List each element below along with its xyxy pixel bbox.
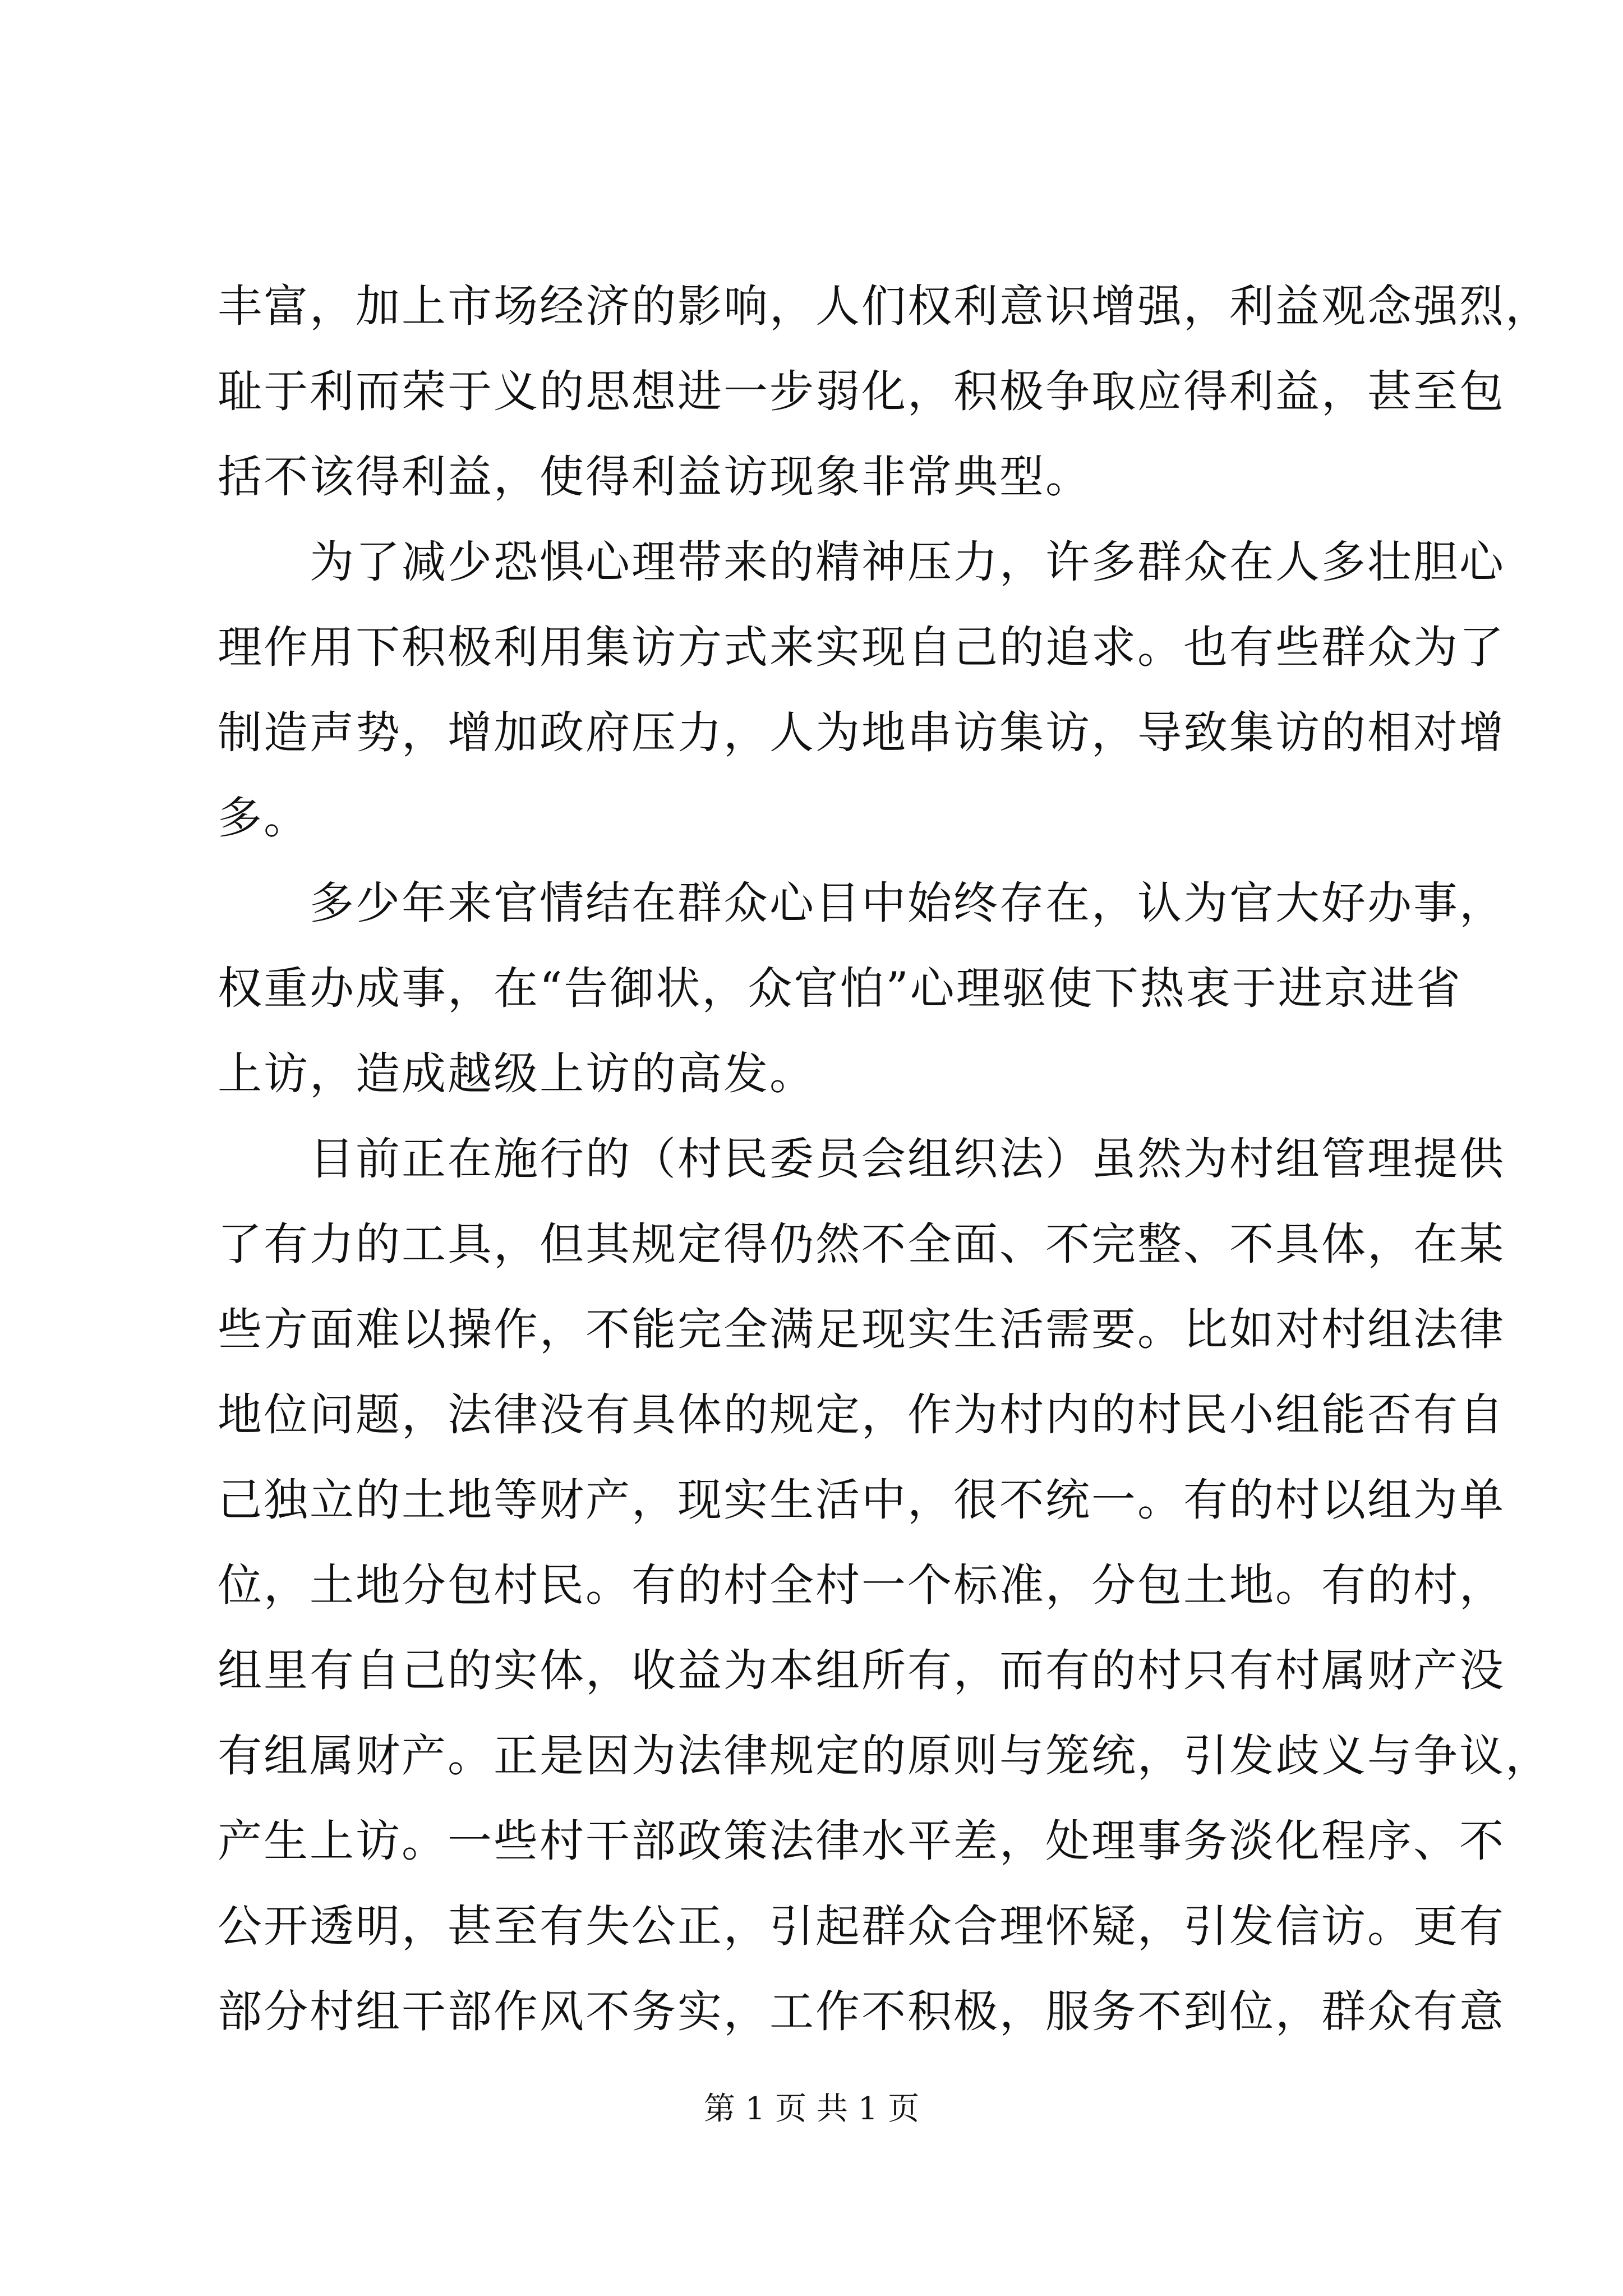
text-line-10: 上访，造成越级上访的高发。 bbox=[218, 1048, 815, 1099]
text-line-3: 括不该得利益，使得利益访现象非常典型。 bbox=[218, 451, 1091, 503]
text-line-7: 多。 bbox=[218, 792, 310, 844]
text-line-8: 多少年来官情结在群众心目中始终存在，认为官大好办事， bbox=[218, 877, 1505, 929]
text-line-17: 组里有自己的实体，收益为本组所有，而有的村只有村属财产没 bbox=[218, 1645, 1505, 1696]
text-line-21: 部分村组干部作风不务实，工作不积极，服务不到位，群众有意 bbox=[218, 1986, 1505, 2037]
text-line-12: 了有力的工具，但其规定得仍然不全面、不完整、不具体，在某 bbox=[218, 1218, 1505, 1270]
text-line-13: 些方面难以操作，不能完全满足现实生活需要。比如对村组法律 bbox=[218, 1304, 1505, 1355]
text-line-16: 位，土地分包村民。有的村全村一个标准，分包土地。有的村， bbox=[218, 1559, 1505, 1611]
text-line-5: 理作用下积极利用集访方式来实现自己的追求。也有些群众为了 bbox=[218, 622, 1505, 673]
text-line-19: 产生上访。一些村干部政策法律水平差，处理事务淡化程序、不 bbox=[218, 1815, 1505, 1867]
page-footer: 第 1 页 共 1 页 bbox=[703, 2091, 920, 2127]
text-line-1: 丰富，加上市场经济的影响，人们权利意识增强，利益观念强烈， bbox=[218, 280, 1551, 332]
text-line-11: 目前正在施行的（村民委员会组织法）虽然为村组管理提供 bbox=[218, 1133, 1505, 1185]
text-line-6: 制造声势，增加政府压力，人为地串访集访，导致集访的相对增 bbox=[218, 707, 1505, 758]
text-line-4: 为了减少恐惧心理带来的精神压力，许多群众在人多壮胆心 bbox=[218, 536, 1505, 588]
text-line-2: 耻于利而荣于义的思想进一步弱化，积极争取应得利益，甚至包 bbox=[218, 366, 1505, 417]
text-line-9: 权重办成事，在“告御状，众官怕”心理驱使下热衷于进京进省 bbox=[218, 963, 1462, 1014]
text-line-20: 公开透明，甚至有失公正，引起群众合理怀疑，引发信访。更有 bbox=[218, 1901, 1505, 1952]
text-line-15: 己独立的土地等财产，现实生活中，很不统一。有的村以组为单 bbox=[218, 1474, 1505, 1526]
document-body bbox=[218, 264, 1551, 2054]
text-line-14: 地位问题，法律没有具体的规定，作为村内的村民小组能否有自 bbox=[218, 1389, 1505, 1441]
text-line-18: 有组属财产。正是因为法律规定的原则与笼统，引发歧义与争议， bbox=[218, 1730, 1551, 1782]
